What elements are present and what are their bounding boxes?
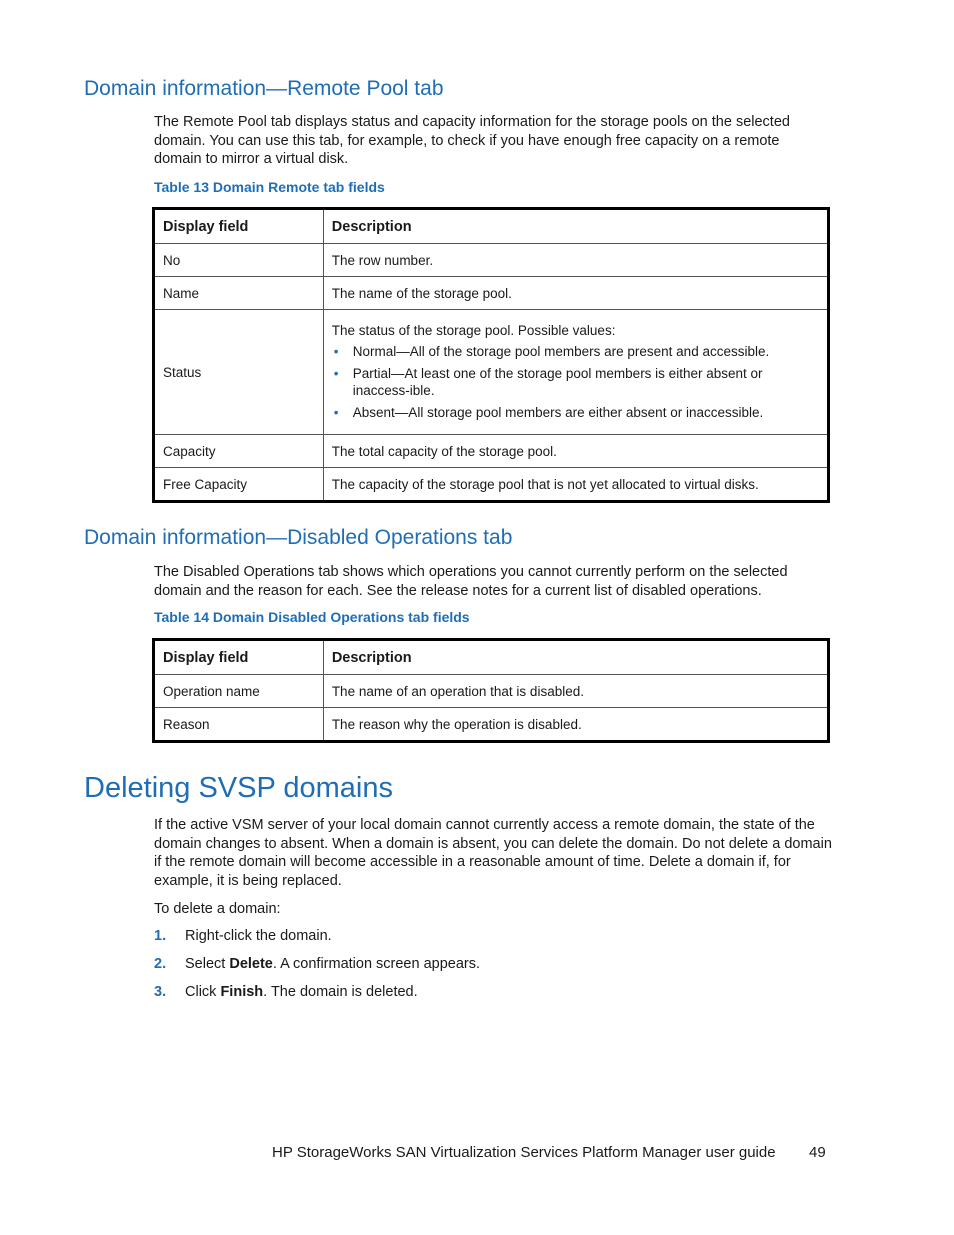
remote-pool-intro: The Remote Pool tab displays status and capacity information for the storage pools on the selected domain. You can use this tab, for example, to check if you have enough free capacity on a remote domain to mirror a virtual disk. <box>154 114 790 168</box>
status-values-list <box>332 343 819 421</box>
table-header-row <box>154 640 829 675</box>
table-row <box>154 277 829 310</box>
procedure-lead: To delete a domain: <box>154 901 281 917</box>
finish-command: Finish <box>220 984 264 1000</box>
field-cell: Name <box>154 277 324 310</box>
remote-pool-fields-table <box>152 207 830 503</box>
page-title-deleting-svsp-domains: Deleting SVSP domains <box>84 772 393 804</box>
section-heading-remote-pool: Domain information—Remote Pool tab <box>84 77 444 100</box>
description-cell: The name of the storage pool. <box>323 277 828 310</box>
footer-document-title: HP StorageWorks SAN Virtualization Services Platform Manager user guide <box>272 1144 776 1161</box>
bullet-icon: • <box>333 343 339 359</box>
disabled-operations-fields-table <box>152 638 830 743</box>
step-number: 2. <box>154 956 167 972</box>
list-item: • Normal—All of the storage pool members are present and accessible. <box>333 343 770 359</box>
table-row <box>154 675 829 708</box>
bullet-icon: • <box>333 365 339 381</box>
description-cell: The total capacity of the storage pool. <box>323 435 828 468</box>
step-text: Right-click the domain. <box>185 928 332 944</box>
table-row <box>154 708 829 742</box>
bullet-icon: • <box>333 404 339 420</box>
list-item: • Absent—All storage pool members are either absent or inaccessible. <box>333 404 764 420</box>
table-header-row <box>154 209 829 244</box>
field-cell: Free Capacity <box>154 468 324 502</box>
list-item: • Partial—At least one of the storage pool members is either absent or inaccess-ible. <box>333 365 763 398</box>
column-header-display-field: Display field <box>154 640 324 675</box>
field-cell: No <box>154 244 324 277</box>
step-text: Click Finish. The domain is deleted. <box>185 984 418 1000</box>
step-number: 1. <box>154 928 167 944</box>
column-header-description: Description <box>323 640 828 675</box>
table-row <box>154 310 829 435</box>
deleting-domains-intro: If the active VSM server of your local domain cannot currently access a remote domain, the state of the domain changes to absent. When a domain is absent, you can delete the domain. Do not delete a domain if the remote domain will become accessible in a reasonable amount of time. Delete a domain if, for example, it is being replaced. <box>154 817 832 890</box>
table-row <box>154 468 829 502</box>
table-row <box>154 244 829 277</box>
description-cell: The reason why the operation is disabled. <box>323 708 828 742</box>
table-14-caption: Table 14 Domain Disabled Operations tab fields <box>154 609 470 625</box>
description-cell: The name of an operation that is disabled. <box>323 675 828 708</box>
section-heading-disabled-operations: Domain information—Disabled Operations tab <box>84 526 513 549</box>
field-cell: Status <box>154 310 324 435</box>
column-header-description: Description <box>323 209 828 244</box>
description-cell <box>323 310 828 435</box>
step-text: Select Delete. A confirmation screen appears. <box>185 956 481 972</box>
field-cell: Capacity <box>154 435 324 468</box>
field-cell: Reason <box>154 708 324 742</box>
column-header-display-field: Display field <box>154 209 324 244</box>
description-cell: The capacity of the storage pool that is not yet allocated to virtual disks. <box>323 468 828 502</box>
disabled-operations-intro: The Disabled Operations tab shows which operations you cannot currently perform on the selected domain and the reason for each. See the release notes for a current list of disabled operations. <box>154 564 788 599</box>
step-number: 3. <box>154 984 167 1000</box>
field-cell: Operation name <box>154 675 324 708</box>
status-description-text: The status of the storage pool. Possible values: <box>331 322 616 338</box>
table-row <box>154 435 829 468</box>
delete-command: Delete <box>229 956 273 972</box>
footer-page-number: 49 <box>809 1144 826 1161</box>
description-cell: The row number. <box>323 244 828 277</box>
table-13-caption: Table 13 Domain Remote tab fields <box>154 179 385 195</box>
